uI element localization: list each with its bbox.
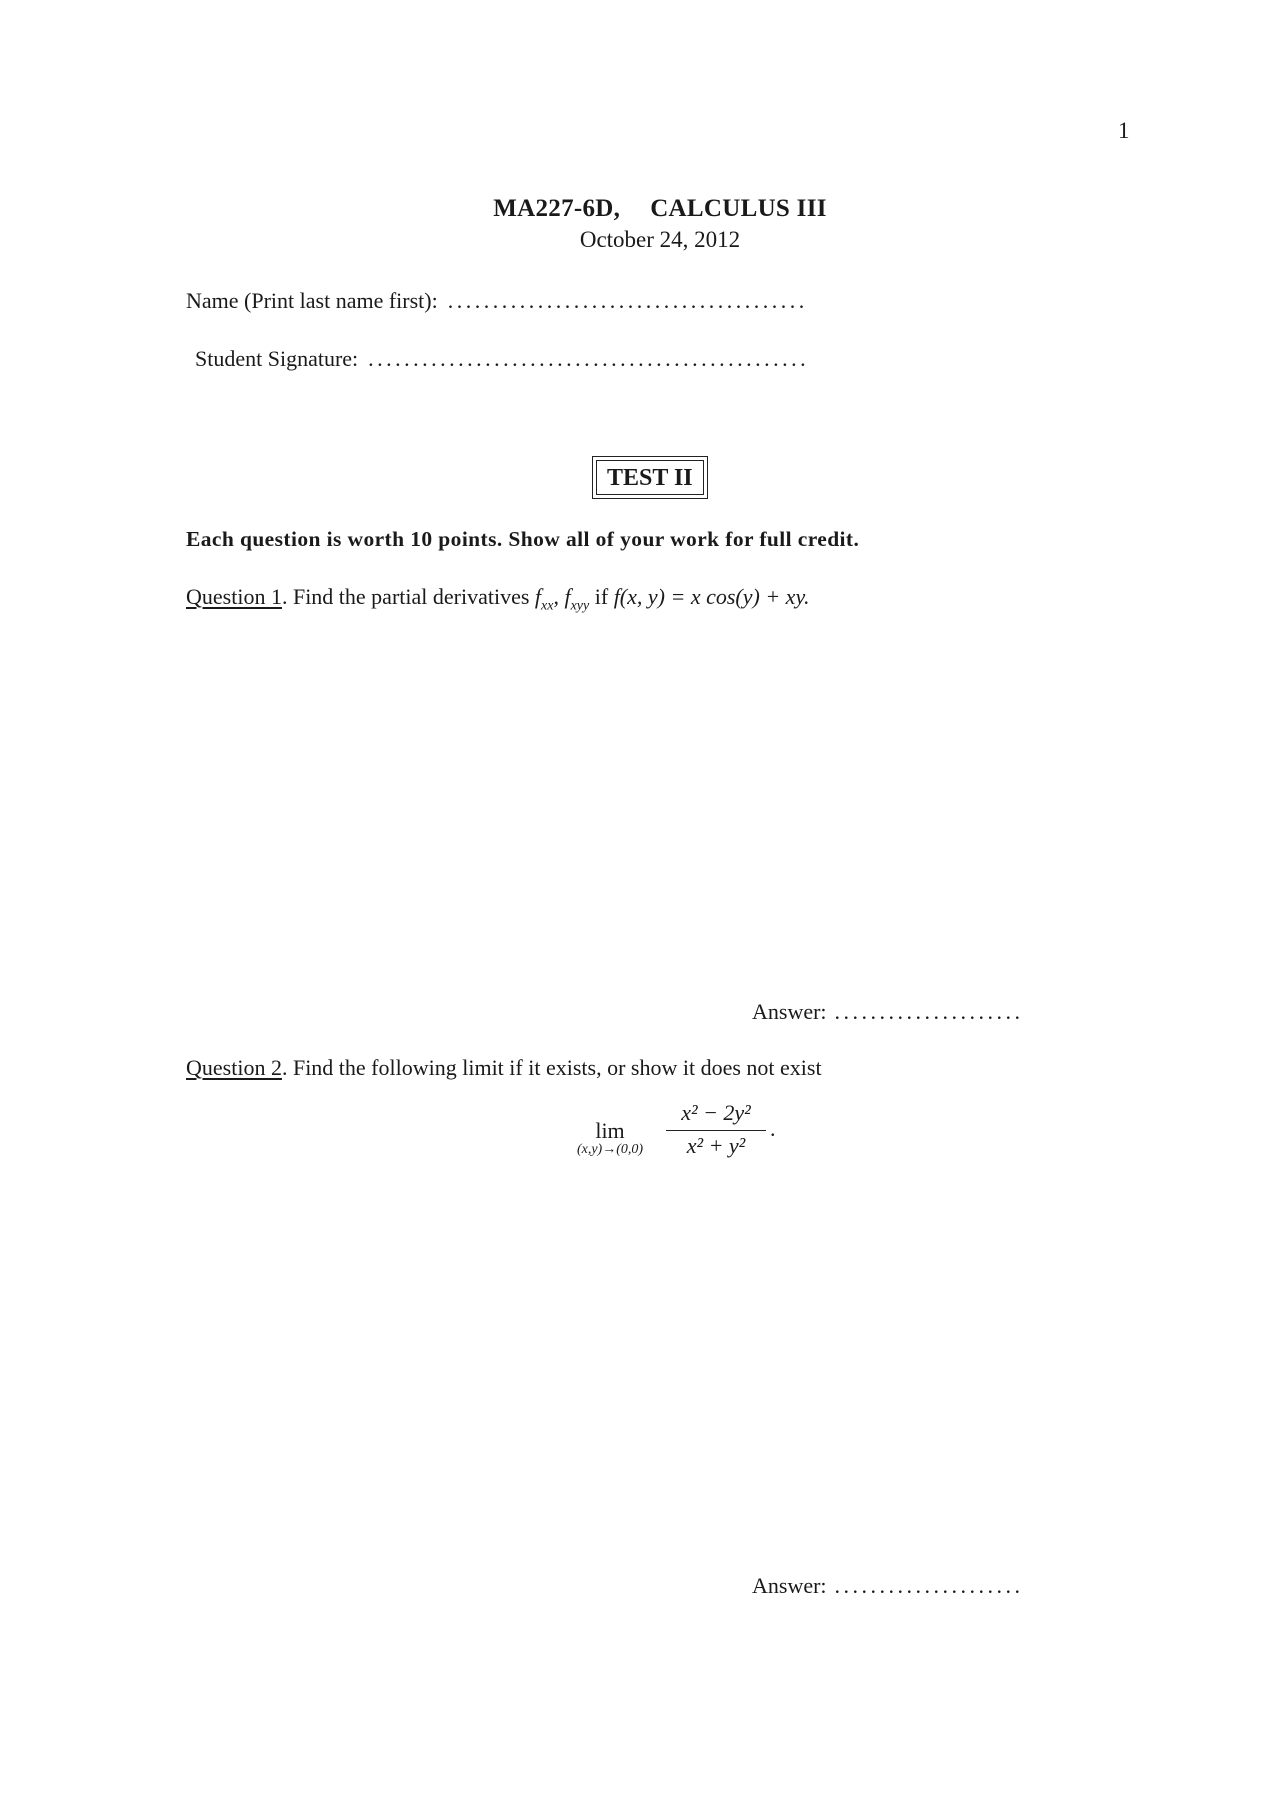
answer-2-field[interactable] (752, 1573, 1024, 1599)
math-f-xyy-base: f (564, 584, 571, 609)
question-2 (186, 1055, 822, 1081)
denominator: x² + y² (686, 1133, 746, 1158)
page-title (0, 195, 1280, 223)
test-label-box (592, 456, 708, 499)
fraction (666, 1100, 766, 1159)
exam-date: October 24, 2012 (579, 227, 741, 252)
question-1-label: Question 1 (186, 584, 282, 609)
math-f-xx-base: f (534, 584, 542, 609)
math-f-xx (534, 584, 554, 614)
question-1 (186, 584, 810, 614)
question-2-label: Question 2 (186, 1055, 282, 1080)
answer-1-dotted-line[interactable]: ..................... (834, 999, 1024, 1024)
question-1-text: . Find the partial derivatives (281, 584, 535, 609)
course-name: CALCULUS III (650, 195, 827, 222)
name-dotted-line[interactable]: ........................................ (447, 288, 808, 313)
page-number: 1 (1118, 118, 1130, 143)
lim-word: lim (595, 1118, 625, 1143)
answer-1-field[interactable] (752, 999, 1024, 1025)
test-label: TEST II (596, 460, 704, 495)
math-f-xyy (564, 584, 590, 614)
answer-2-label: Answer: (752, 1573, 827, 1598)
question-2-text: . Find the following limit if it exists, or show it does not exist (281, 1055, 822, 1080)
signature-dotted-line[interactable]: ................................................. (368, 346, 810, 371)
limit-period: . (770, 1116, 776, 1141)
instructions: Each question is worth 10 points. Show all of your work for full credit. (186, 527, 860, 551)
name-label: Name (Print last name first): (186, 288, 438, 313)
lim-subscript: (x,y)→(0,0) (576, 1142, 644, 1157)
signature-label: Student Signature: (195, 346, 359, 371)
signature-field[interactable] (195, 346, 809, 372)
answer-2-dotted-line[interactable]: ..................... (834, 1573, 1024, 1598)
header (0, 195, 1280, 253)
limit-operator (560, 1118, 660, 1158)
name-field[interactable] (186, 288, 808, 314)
course-code: MA227-6D, (493, 195, 621, 222)
function-definition: f(x, y) = x cos(y) + xy. (613, 584, 810, 609)
numerator: x² − 2y² (666, 1100, 766, 1131)
answer-1-label: Answer: (752, 999, 827, 1024)
math-f-xyy-sub: xyy (570, 598, 590, 614)
math-f-xx-sub: xx (541, 598, 554, 614)
if-word: if (589, 584, 614, 609)
math-separator: , (553, 584, 565, 609)
